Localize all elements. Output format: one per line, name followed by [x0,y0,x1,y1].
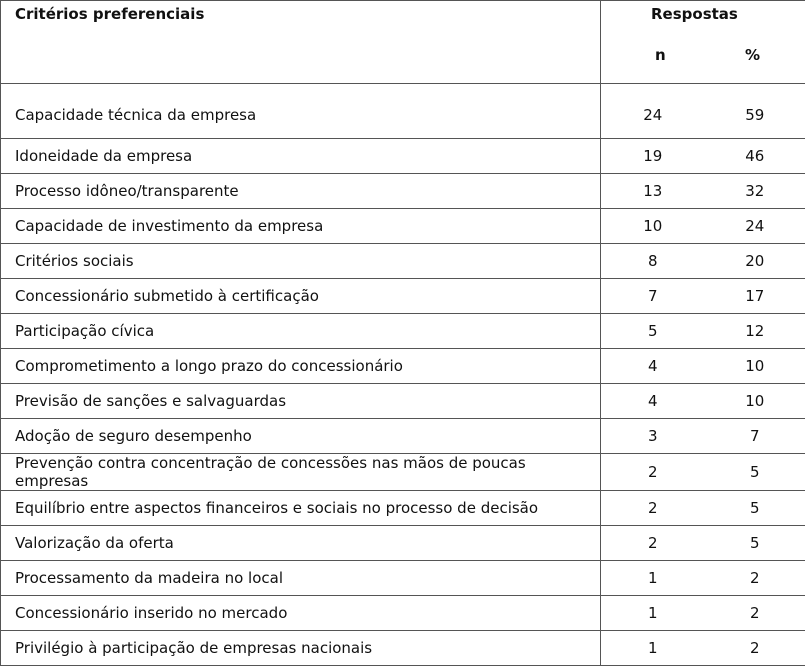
pct-cell: 59 [705,84,805,139]
pct-cell: 10 [705,384,805,419]
table-row [1,561,805,596]
n-cell: 2 [601,491,705,526]
table-row [1,631,805,666]
pct-cell: 5 [705,454,805,491]
criterion-cell: Idoneidade da empresa [1,139,601,174]
n-cell: 4 [601,349,705,384]
criterion-cell: Comprometimento a longo prazo do concessionário [1,349,601,384]
responses-title: Respostas [651,5,738,23]
table-row [1,139,805,174]
criterion-cell: Participação cívica [1,314,601,349]
criterion-cell: Processo idôneo/transparente [1,174,601,209]
criterion-cell: Valorização da oferta [1,526,601,561]
criterion-cell: Critérios sociais [1,244,601,279]
pct-cell: 5 [705,526,805,561]
n-cell: 8 [601,244,705,279]
n-header: n [655,46,666,64]
n-cell: 19 [601,139,705,174]
table-row [1,314,805,349]
responses-header [601,1,805,84]
pct-cell: 2 [705,561,805,596]
n-cell: 24 [601,84,705,139]
criterion-cell: Adoção de seguro desempenho [1,419,601,454]
n-cell: 5 [601,314,705,349]
criteria-header: Critérios preferenciais [1,1,601,84]
table-row [1,419,805,454]
pct-cell: 24 [705,209,805,244]
pct-cell: 2 [705,596,805,631]
table-row [1,84,805,139]
table-row [1,526,805,561]
header-row [1,1,805,84]
n-cell: 10 [601,209,705,244]
table-row [1,349,805,384]
table-row [1,209,805,244]
pct-cell: 17 [705,279,805,314]
n-cell: 2 [601,454,705,491]
table-row [1,279,805,314]
criterion-cell: Capacidade de investimento da empresa [1,209,601,244]
n-cell: 1 [601,631,705,666]
criterion-cell: Prevenção contra concentração de concessões nas mãos de poucas empresas [1,454,601,491]
criterion-cell: Concessionário inserido no mercado [1,596,601,631]
pct-cell: 10 [705,349,805,384]
criterion-cell: Equilíbrio entre aspectos financeiros e sociais no processo de decisão [1,491,601,526]
n-cell: 13 [601,174,705,209]
pct-cell: 20 [705,244,805,279]
criterion-cell: Capacidade técnica da empresa [1,84,601,139]
n-cell: 1 [601,561,705,596]
n-cell: 1 [601,596,705,631]
pct-cell: 7 [705,419,805,454]
pct-cell: 32 [705,174,805,209]
n-cell: 3 [601,419,705,454]
pct-cell: 5 [705,491,805,526]
table-row [1,491,805,526]
pct-cell: 12 [705,314,805,349]
n-cell: 7 [601,279,705,314]
pct-cell: 2 [705,631,805,666]
n-cell: 2 [601,526,705,561]
criterion-cell: Processamento da madeira no local [1,561,601,596]
table-row [1,174,805,209]
table-row [1,384,805,419]
table-row [1,596,805,631]
table-row [1,244,805,279]
criterion-cell: Concessionário submetido à certificação [1,279,601,314]
criterion-cell: Previsão de sanções e salvaguardas [1,384,601,419]
pct-header: % [745,46,760,64]
n-cell: 4 [601,384,705,419]
pct-cell: 46 [705,139,805,174]
criterion-cell: Privilégio à participação de empresas nacionais [1,631,601,666]
table-row [1,454,805,491]
